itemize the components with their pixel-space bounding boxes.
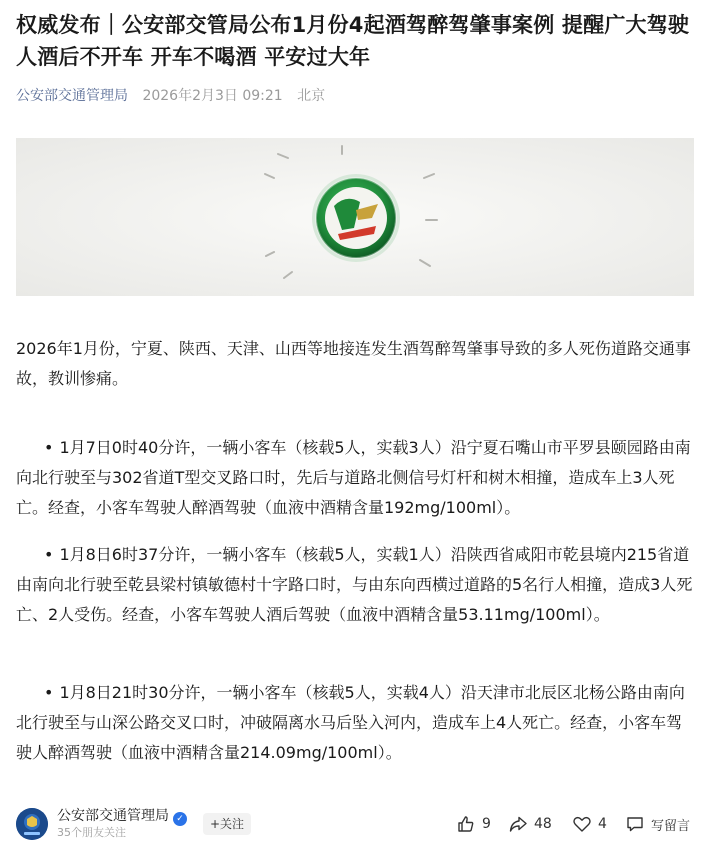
like-count: 9 <box>482 816 491 832</box>
bullet-marker: • <box>44 683 54 702</box>
case-text: 1月8日6时37分许，一辆小客车（核载5人，实载1人）沿陕西省咸阳市乾县境内215省道由南向北行驶至乾县梁村镇敏德村十字路口时，与由东向西横过道路的5名行人相撞，造成3人死亡、2人受伤。经查，小客车驾驶人酒后驾驶（血液中酒精含量53.11mg/100ml）。 <box>16 545 693 624</box>
case-item <box>16 678 694 768</box>
friends-following-count: 35个朋友关注 <box>57 826 126 839</box>
share-button[interactable] <box>508 812 552 836</box>
article-title: 权威发布｜公安部交管局公布1月份4起酒驾醉驾肇事案例 提醒广大驾驶人酒后不开车 开车不喝酒 平安过大年 <box>16 13 690 69</box>
cover-image <box>16 138 694 296</box>
share-arrow-icon <box>508 814 528 834</box>
share-count: 48 <box>534 816 552 832</box>
bottom-action-bar <box>0 802 708 855</box>
thumbs-up-icon <box>456 814 476 834</box>
publish-date: 2026年2月3日 09:21 <box>142 88 283 104</box>
bullet-marker: • <box>44 438 54 457</box>
police-emblem-icon <box>16 808 48 840</box>
like-button[interactable] <box>456 812 491 836</box>
case-text: 1月8日21时30分许，一辆小客车（核载5人，实载4人）沿天津市北辰区北杨公路由南向北行驶至与山深公路交叉口时，冲破隔离水马后坠入河内，造成车上4人死亡。经查，小客车驾驶人醉酒驾驶（血液中酒精含量214.09mg/100ml）。 <box>16 683 685 762</box>
traffic-police-logo-image <box>16 138 694 296</box>
meta-account-link[interactable]: 公安部交通管理局 <box>16 88 128 104</box>
intro-paragraph: 2026年1月份，宁夏、陕西、天津、山西等地接连发生酒驾醉驾肇事导致的多人死伤道路交通事故，教训惨痛。 <box>16 339 691 388</box>
follow-button[interactable]: +关注 <box>203 813 251 835</box>
favorite-button[interactable] <box>572 812 607 836</box>
case-text: 1月7日0时40分许，一辆小客车（核载5人，实载3人）沿宁夏石嘴山市平罗县颐园路由南向北行驶至与302省道T型交叉路口时，先后与道路北侧信号灯杆和树木相撞，造成车上3人死亡。经查，小客车驾驶人醉酒驾驶（血液中酒精含量192mg/100ml）。 <box>16 438 691 517</box>
comment-button[interactable] <box>625 812 690 836</box>
account-avatar[interactable] <box>16 808 48 840</box>
publish-location: 北京 <box>297 88 326 104</box>
comment-label: 写留言 <box>651 818 691 834</box>
comment-bubble-icon <box>625 814 645 834</box>
footer-account-label: 公安部交通管理局 <box>57 808 169 824</box>
footer-account-name[interactable] <box>57 806 187 826</box>
case-item <box>16 433 694 523</box>
verified-badge-icon: ✓ <box>173 812 187 826</box>
case-item <box>16 540 694 630</box>
favorite-count: 4 <box>598 816 607 832</box>
bullet-marker: • <box>44 545 54 564</box>
article-meta <box>16 86 325 106</box>
heart-icon <box>572 814 592 834</box>
